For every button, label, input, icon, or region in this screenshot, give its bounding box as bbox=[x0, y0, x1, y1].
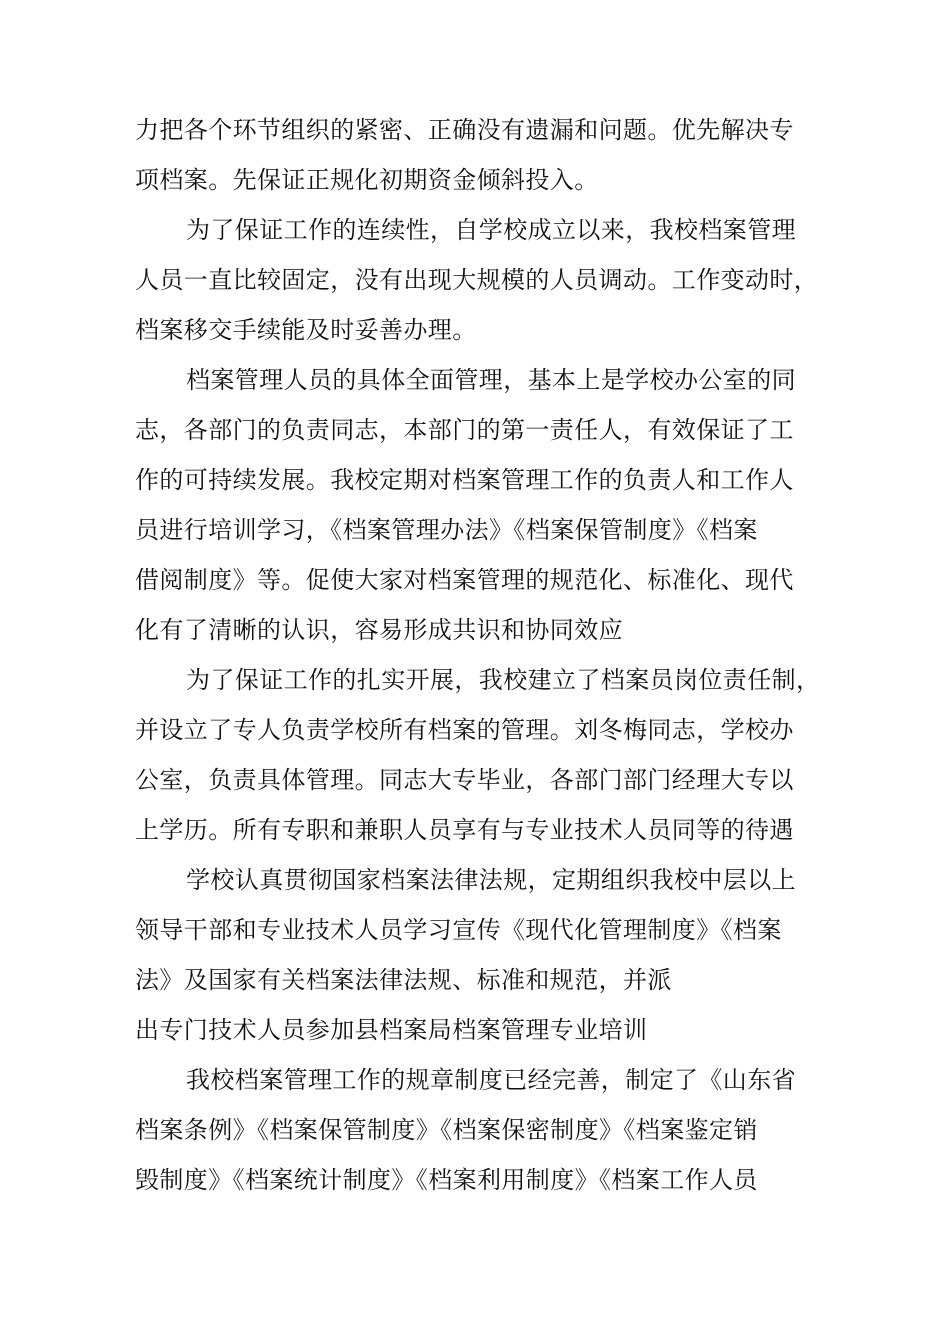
text-line: 上学历。所有专职和兼职人员享有与专业技术人员同等的待遇 bbox=[135, 816, 794, 844]
text-line: 志，各部门的负责同志，本部门的第一责任人，有效保证了工 bbox=[135, 416, 794, 444]
text-line: 法》及国家有关档案法律法规、标准和规范，并派 bbox=[135, 966, 672, 994]
text-line: 人员一直比较固定，没有出现大规模的人员调动。工作变动时， bbox=[135, 266, 819, 294]
paragraph-first-line: 档案管理人员的具体全面管理，基本上是学校办公室的同 bbox=[186, 366, 796, 394]
text-line: 借阅制度》等。促使大家对档案管理的规范化、标准化、现代 bbox=[135, 566, 794, 594]
text-line: 公室，负责具体管理。同志大专毕业，各部门部门经理大专以 bbox=[135, 766, 794, 794]
text-line: 化有了清晰的认识，容易形成共识和协同效应 bbox=[135, 616, 623, 644]
paragraph-first-line: 我校档案管理工作的规章制度已经完善，制定了《山东省 bbox=[186, 1066, 796, 1094]
text-line: 档案条例》《档案保管制度》《档案保密制度》《档案鉴定销 bbox=[135, 1116, 758, 1144]
paragraph-first-line: 为了保证工作的扎实开展，我校建立了档案员岗位责任制， bbox=[186, 666, 821, 694]
text-line: 档案移交手续能及时妥善办理。 bbox=[135, 316, 477, 344]
text-line: 毁制度》《档案统计制度》《档案利用制度》《档案工作人员 bbox=[135, 1166, 758, 1194]
text-line: 项档案。先保证正规化初期资金倾斜投入。 bbox=[135, 166, 599, 194]
text-line: 出专门技术人员参加县档案局档案管理专业培训 bbox=[135, 1016, 648, 1044]
text-line: 并设立了专人负责学校所有档案的管理。刘冬梅同志，学校办 bbox=[135, 716, 794, 744]
text-line: 领导干部和专业技术人员学习宣传《现代化管理制度》《档案 bbox=[135, 916, 782, 944]
text-line: 员进行培训学习，《档案管理办法》《档案保管制度》《档案 bbox=[135, 516, 758, 544]
text-line: 作的可持续发展。我校定期对档案管理工作的负责人和工作人 bbox=[135, 466, 794, 494]
paragraph-first-line: 学校认真贯彻国家档案法律法规，定期组织我校中层以上 bbox=[186, 866, 796, 894]
text-line: 力把各个环节组织的紧密、正确没有遗漏和问题。优先解决专 bbox=[135, 116, 794, 144]
paragraph-first-line: 为了保证工作的连续性，自学校成立以来，我校档案管理 bbox=[186, 216, 796, 244]
